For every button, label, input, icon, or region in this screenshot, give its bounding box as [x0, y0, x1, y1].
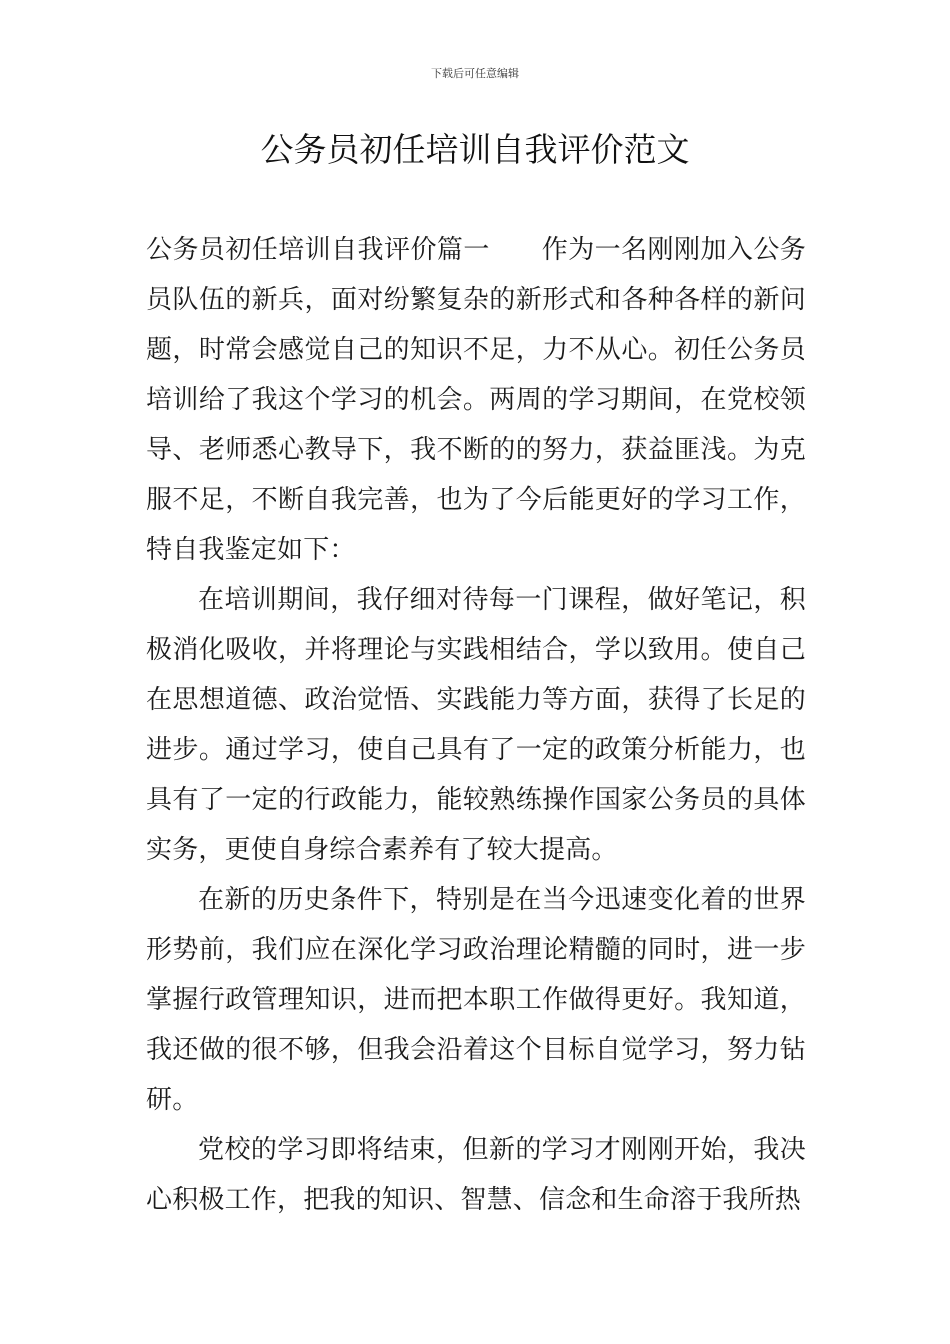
paragraph-3: 在新的历史条件下，特别是在当今迅速变化着的世界形势前，我们应在深化学习政治理论精髓的同时，进一步掌握行政管理知识，进而把本职工作做得更好。我知道，我还做的很不够，但我会沿着这个目标自觉学习，努力钻研。	[146, 885, 806, 1115]
paragraph-4: 党校的学习即将结束，但新的学习才刚刚开始，我决心积极工作，把我的知识、智慧、信念和生命溶于我所热	[146, 1135, 806, 1215]
paragraph-1-text: 作为一名刚刚加入公务员队伍的新兵，面对纷繁复杂的新形式和各种各样的新问题，时常会感觉自己的知识不足，力不从心。初任公务员培训给了我这个学习的机会。两周的学习期间，在党校领导、老师悉心教导下，我不断的的努力，获益匪浅。为克服不足，不断自我完善，也为了今后能更好的学习工作，特自我鉴定如下：	[146, 235, 806, 565]
section-heading: 公务员初任培训自我评价篇一	[146, 235, 490, 265]
paragraph-2: 在培训期间，我仔细对待每一门课程，做好笔记，积极消化吸收，并将理论与实践相结合，学以致用。使自己在思想道德、政治觉悟、实践能力等方面，获得了长足的进步。通过学习，使自己具有了一定的政策分析能力，也具有了一定的行政能力，能较熟练操作国家公务员的具体实务，更使自身综合素养有了较大提高。	[146, 585, 806, 865]
document-body	[146, 225, 806, 1225]
header-note: 下载后可任意编辑	[431, 67, 519, 80]
document-title: 公务员初任培训自我评价范文	[260, 130, 690, 169]
paragraph-1	[146, 225, 806, 575]
